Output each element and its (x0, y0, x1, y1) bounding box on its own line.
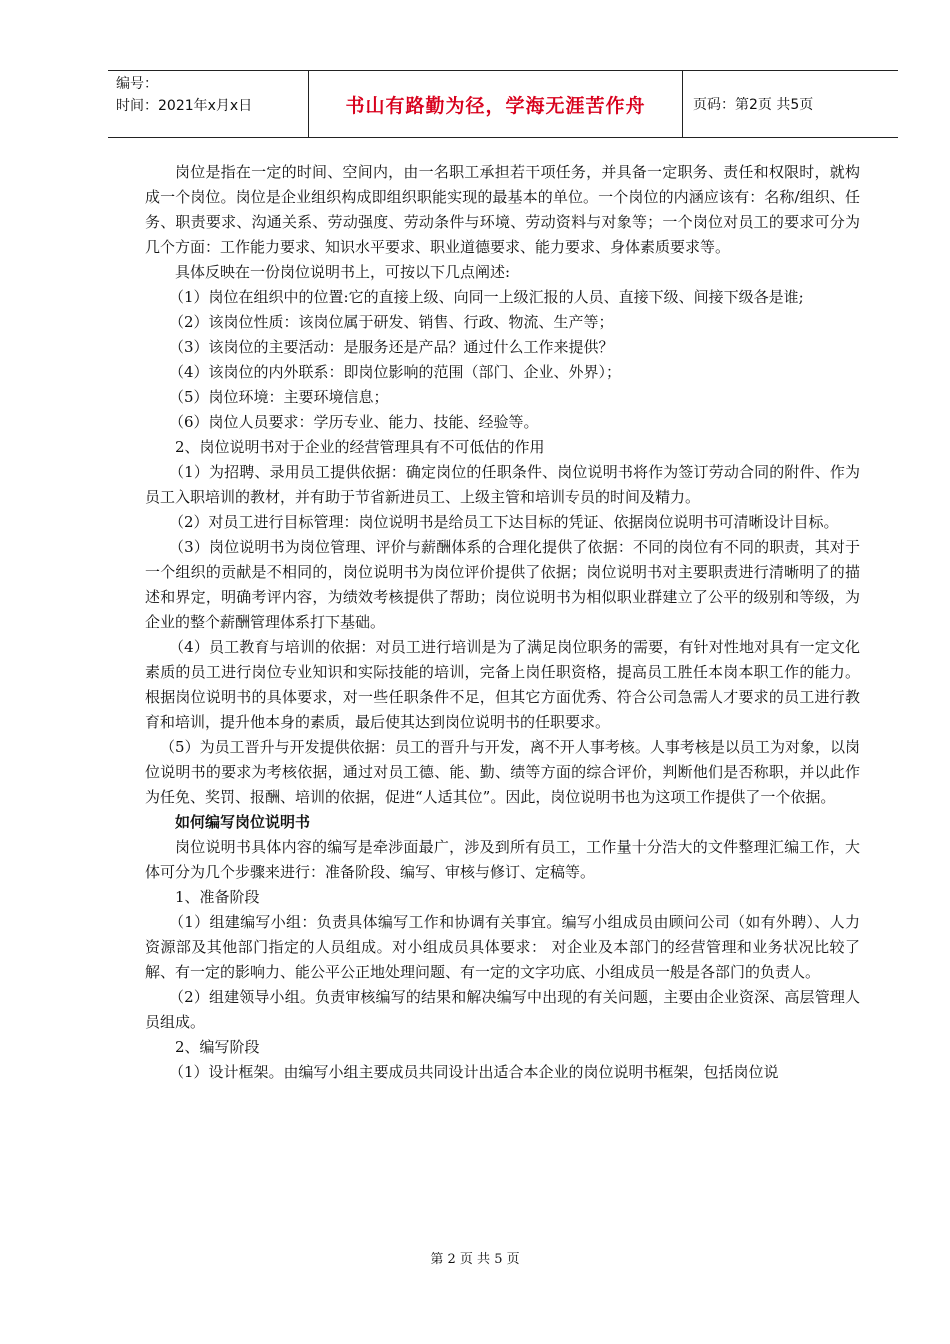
body-paragraph: （1）为招聘、录用员工提供依据：确定岗位的任职条件、岗位说明书将作为签订劳动合同的附件、作为员工入职培训的教材，并有助于节省新进员工、上级主管和培训专员的时间及精力。 (145, 463, 860, 506)
footer-page-number: 第 2 页 共 5 页 (430, 1252, 520, 1267)
body-paragraph: （2）该岗位性质：该岗位属于研发、销售、行政、物流、生产等； (169, 313, 614, 331)
body-paragraph: （1）设计框架。由编写小组主要成员共同设计出适合本企业的岗位说明书框架，包括岗位说 (169, 1063, 779, 1081)
body-paragraph: 具体反映在一份岗位说明书上，可按以下几点阐述: (175, 263, 511, 281)
body-paragraph: （4）该岗位的内外联系：即岗位影响的范围（部门、企业、外界）； (169, 363, 622, 381)
body-paragraph: （1）岗位在组织中的位置:它的直接上级、向同一上级汇报的人员、直接下级、间接下级各是谁; (169, 288, 804, 306)
header-meta (108, 71, 309, 137)
body-paragraph: （1）组建编写小组：负责具体编写工作和协调有关事宜。编写小组成员由顾问公司（如有外聘）、人力资源部及其他部门指定的人员组成。对小组成员具体要求： 对企业及本部门的经营管理和业务状况比较了解、有一定的影响力、能公平公正地处理问题、有一定的文字功底、小组成员一般是各部门的负责人。 (145, 913, 860, 981)
body-paragraph: （2）组建领导小组。负责审核编写的结果和解决编写中出现的有关问题，主要由企业资深、高层管理人员组成。 (145, 988, 860, 1031)
body-paragraph: 2、岗位说明书对于企业的经营管理具有不可低估的作用 (175, 438, 545, 456)
body-paragraph: （5）为员工晋升与开发提供依据：员工的晋升与开发，离不开人事考核。人事考核是以员工为对象，以岗位说明书的要求为考核依据，通过对员工德、能、勤、绩等方面的综合评价，判断他们是否称职，并以此作为任免、奖罚、报酬、培训的依据，促进“人适其位”。因此，岗位说明书也为这项工作提供了一个依据。 (145, 738, 860, 806)
body-paragraph: 1、准备阶段 (175, 888, 260, 906)
body-paragraph: 2、编写阶段 (175, 1038, 260, 1056)
document-body (145, 160, 860, 1085)
section-heading: 如何编写岗位说明书 (175, 813, 311, 831)
body-paragraph: 岗位是指在一定的时间、空间内，由一名职工承担若干项任务，并具备一定职务、责任和权限时，就构成一个岗位。岗位是企业组织构成即组织职能实现的最基本的单位。一个岗位的内涵应该有：名称/组织、任务、职责要求、沟通关系、劳动强度、劳动条件与环境、劳动资料与对象等；一个岗位对员工的要求可分为几个方面：工作能力要求、知识水平要求、职业道德要求、能力要求、身体素质要求等。 (145, 163, 860, 256)
body-paragraph: （3）该岗位的主要活动：是服务还是产品？通过什么工作来提供？ (169, 338, 614, 356)
page-header (108, 70, 898, 138)
page-footer (0, 1248, 950, 1267)
body-paragraph: （5）岗位环境：主要环境信息； (169, 388, 389, 406)
body-paragraph: （6）岗位人员要求：学历专业、能力、技能、经验等。 (169, 413, 539, 431)
body-paragraph: 岗位说明书具体内容的编写是牵涉面最广，涉及到所有员工，工作量十分浩大的文件整理汇编工作，大体可分为几个步骤来进行：准备阶段、编写、审核与修订、定稿等。 (145, 838, 860, 881)
document-number-label: 编号： (116, 76, 158, 92)
header-motto: 书山有路勤为径，学海无涯苦作舟 (309, 71, 683, 137)
body-paragraph: （3）岗位说明书为岗位管理、评价与薪酬体系的合理化提供了依据：不同的岗位有不同的职责，其对于一个组织的贡献是不相同的，岗位说明书为岗位评价提供了依据；岗位说明书对主要职责进行清晰明了的描述和界定，明确考评内容，为绩效考核提供了帮助；岗位说明书为相似职业群建立了公平的级别和等级，为企业的整个薪酬管理体系打下基础。 (145, 538, 860, 631)
header-page-code: 页码：第2页 共5页 (693, 97, 814, 113)
body-paragraph: （2）对员工进行目标管理：岗位说明书是给员工下达目标的凭证、依据岗位说明书可清晰设计目标。 (169, 513, 839, 531)
document-time-label: 时间：2021年x月x日 (116, 98, 253, 114)
body-paragraph: （4）员工教育与培训的依据：对员工进行培训是为了满足岗位职务的需要，有针对性地对具有一定文化素质的员工进行岗位专业知识和实际技能的培训，完备上岗任职资格，提高员工胜任本岗本职工作的能力。根据岗位说明书的具体要求，对一些任职条件不足，但其它方面优秀、符合公司急需人才要求的员工进行教育和培训，提升他本身的素质，最后使其达到岗位说明书的任职要求。 (145, 638, 860, 731)
